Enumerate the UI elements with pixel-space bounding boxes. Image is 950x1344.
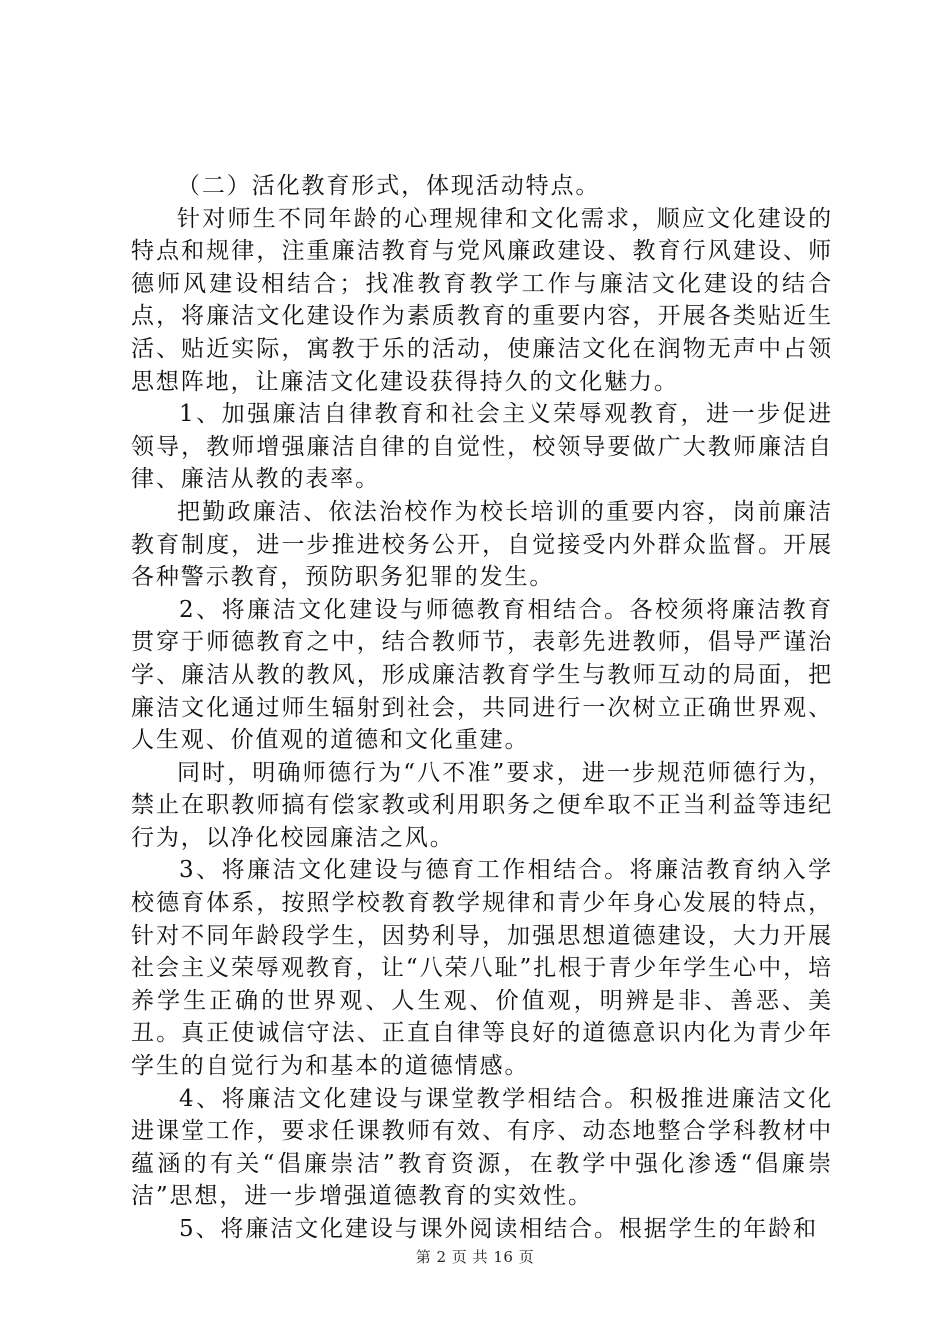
section-heading: （二）活化教育形式，体现活动特点。 bbox=[177, 173, 601, 199]
paragraph-intro: 针对师生不同年龄的心理规律和文化需求，顺应文化建设的特点和规律，注重廉洁教育与党风廉政建设、教育行风建设、师德师风建设相结合；找准教育教学工作与廉洁文化建设的结合点，将廉洁文化建设作为素质教育的重要内容，开展各类贴近生活、贴近实际，寓教于乐的活动，使廉洁文化在润物无声中占领思想阵地，让廉洁文化建设获得持久的文化魅力。 bbox=[131, 205, 833, 395]
paragraph-item-5: 5、将廉洁文化建设与课外阅读相结合。根据学生的年龄和 bbox=[179, 1216, 819, 1242]
page-number-footer: 第 2 页 共 16 页 bbox=[415, 1248, 535, 1266]
paragraph-item-3: 3、将廉洁文化建设与德育工作相结合。将廉洁教育纳入学校德育体系，按照学校教育教学规律和青少年身心发展的特点，针对不同年龄段学生，因势利导，加强思想道德建设，大力开展社会主义荣辱观教育，让“八荣八耻”扎根于青少年学生心中，培养学生正确的世界观、人生观、价值观，明辨是非、善恶、美丑。真正使诚信守法、正直自律等良好的道德意识内化为青少年学生的自觉行为和基本的道德情感。 bbox=[131, 857, 833, 1080]
paragraph-item-2: 2、将廉洁文化建设与师德教育相结合。各校须将廉洁教育贯穿于师德教育之中，结合教师节，表彰先进教师，倡导严谨治学、廉洁从教的教风，形成廉洁教育学生与教师互动的局面，把廉洁文化通过师生辐射到社会，共同进行一次树立正确世界观、人生观、价值观的道德和文化重建。 bbox=[131, 596, 833, 754]
document-body bbox=[131, 170, 833, 1246]
paragraph-item-4: 4、将廉洁文化建设与课堂教学相结合。积极推进廉洁文化进课堂工作，要求任课教师有效、有序、动态地整合学科教材中蕴涵的有关“倡廉崇洁”教育资源，在教学中强化渗透“倡廉崇洁”思想，进一步增强道德教育的实效性。 bbox=[131, 1085, 833, 1210]
paragraph-item-1: 1、加强廉洁自律教育和社会主义荣辱观教育，进一步促进领导，教师增强廉洁自律的自觉性，校领导要做广大教师廉洁自律、廉洁从教的表率。 bbox=[131, 401, 833, 493]
paragraph-item-2-detail: 同时，明确师德行为“八不准”要求，进一步规范师德行为，禁止在职教师搞有偿家教或利用职务之便牟取不正当利益等违纪行为，以净化校园廉洁之风。 bbox=[131, 759, 833, 851]
paragraph-item-1-detail: 把勤政廉洁、依法治校作为校长培训的重要内容，岗前廉洁教育制度，进一步推进校务公开，自觉接受内外群众监督。开展各种警示教育，预防职务犯罪的发生。 bbox=[131, 498, 833, 591]
